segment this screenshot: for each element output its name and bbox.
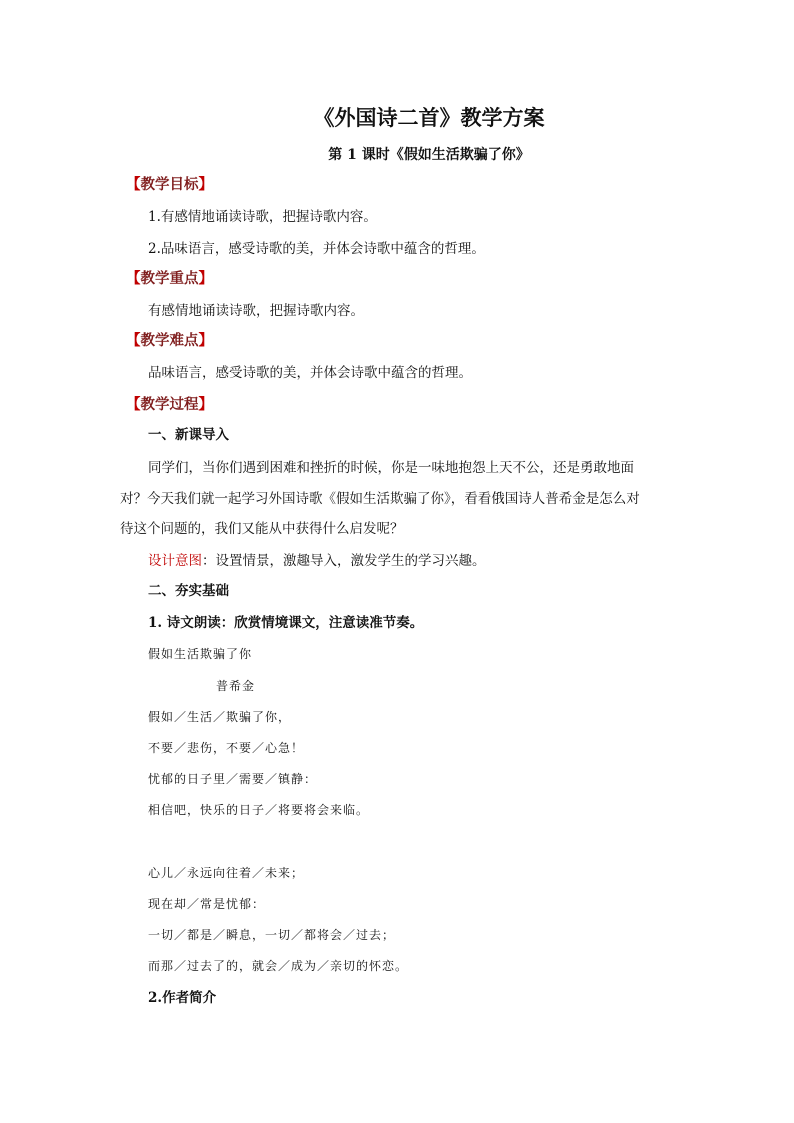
item-heading-author: 2.作者简介 [148,990,217,1006]
intro-paragraph-line: 同学们，当你们遇到困难和挫折的时候，你是一味地抱怨上天不公，还是勇敢地面 [148,460,634,476]
difficulty-text: 品味语言，感受诗歌的美，并体会诗歌中蕴含的哲理。 [148,365,472,381]
goal-item: 1.有感情地诵读诗歌，把握诗歌内容。 [148,209,377,225]
poem-line: 一切／都是／瞬息，一切／都将会／过去； [148,928,396,942]
poem-title: 假如生活欺骗了你 [148,647,253,661]
intro-paragraph-line: 待这个问题的，我们又能从中获得什么启发呢？ [120,521,404,537]
bracket-open: 【 [126,332,141,349]
bracket-close: 】 [198,332,213,349]
bracket-open: 【 [126,270,141,287]
poem-line: 心儿／永远向往着／未来； [148,866,305,880]
section-label: 教学重点 [140,270,199,287]
goal-item: 2.品味语言，感受诗歌的美，并体会诗歌中蕴含的哲理。 [148,241,485,257]
poem-line: 相信吧，快乐的日子／将要将会来临。 [148,803,370,817]
poem-line: 不要／悲伤，不要／心急！ [148,741,305,755]
key-text: 有感情地诵读诗歌，把握诗歌内容。 [148,303,364,319]
poem-line: 假如／生活／欺骗了你， [148,710,292,724]
bracket-close: 】 [198,396,213,413]
section-label: 教学目标 [140,176,199,193]
section-heading-difficulty [126,332,213,350]
poem-line: 忧郁的日子里／需要／镇静： [148,772,318,786]
section-label: 教学过程 [140,396,199,413]
intro-paragraph-line: 对？今天我们就一起学习外国诗歌《假如生活欺骗了你》，看看俄国诗人普希金是怎么对 [120,491,640,507]
part-heading-intro: 一、新课导入 [148,427,229,443]
page-title: 《外国诗二首》教学方案 [313,105,545,130]
section-heading-key [126,270,213,288]
bracket-close: 】 [198,176,213,193]
design-intent [148,552,486,570]
design-intent-label: 设计意图 [148,553,202,569]
poem-line: 而那／过去了的，就会／成为／亲切的怀恋。 [148,959,409,973]
section-heading-goals [126,176,213,194]
part-heading-basics: 二、夯实基础 [148,583,229,599]
bracket-open: 【 [126,396,141,413]
poem-author: 普希金 [216,679,256,693]
bracket-open: 【 [126,176,141,193]
section-heading-process [126,396,213,414]
section-label: 教学难点 [140,332,199,349]
design-intent-text: ：设置情景，激趣导入，激发学生的学习兴趣。 [202,553,486,569]
bracket-close: 】 [198,270,213,287]
item-heading-reading: 1. 诗文朗读：欣赏情境课文，注意读准节奏。 [148,615,424,631]
poem-line: 现在却／常是忧郁： [148,897,266,911]
lesson-subtitle: 第 1 课时《假如生活欺骗了你》 [328,147,530,163]
